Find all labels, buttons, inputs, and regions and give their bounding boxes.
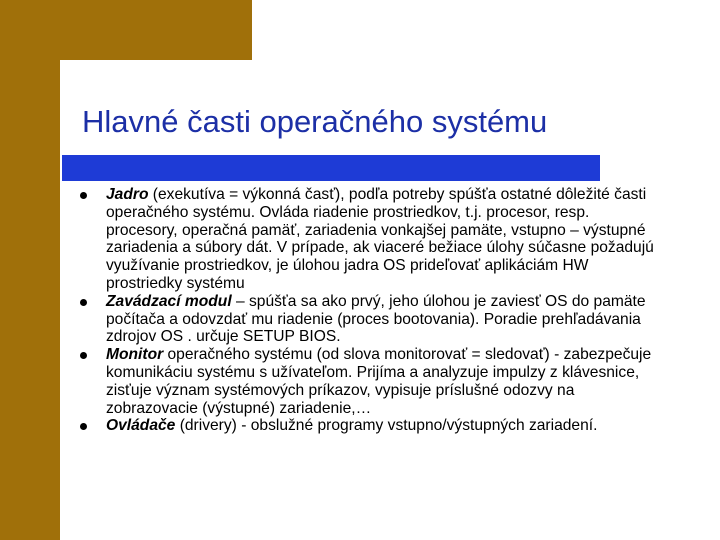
slide-title: Hlavné časti operačného systému <box>82 104 548 139</box>
bullet-dot-icon <box>80 423 87 430</box>
bullet-term: Ovládače <box>106 417 176 435</box>
corner-curve <box>60 60 100 100</box>
bullet-dot-icon <box>80 299 87 306</box>
bullet-item-jadro <box>78 186 658 293</box>
bullet-text: – spúšťa sa ako prvý, jeho úlohou je zaviesť OS do pamäte počítača a odovzdať mu riadenie (proces bootovania). Poradie prehľadávania zdrojov OS . určuje SETUP BIOS. <box>106 292 646 346</box>
bullet-text: (drivery) - obslužné programy vstupno/výstupných zariadení. <box>175 417 598 435</box>
accent-left-band <box>0 0 60 540</box>
bullet-text: operačného systému (od slova monitorovať = sledovať) - zabezpečuje komunikáciu systému s užívateľom. Prijíma a analyzuje impulzy z klávesnice, zisťuje význam systémových príkazov, vypisuje príslušné odozvy na zobrazovacie (výstupné) zariadenie,… <box>106 346 652 417</box>
bullet-dot-icon <box>80 352 87 359</box>
bullet-item-ovladace <box>78 417 658 435</box>
bullet-text: (exekutíva = výkonná časť), podľa potreby spúšťa ostatné dôležité časti operačného systému. Ovláda riadenie prostriedkov, t.j. procesor, resp. procesory, operačná pamäť, zariadenia vonkajšej pamäte, vstupno – výstupné zariadenia a súbory dát. V prípade, ak viaceré bežiace úlohy súčasne požadujú využívanie prostriedkov, je úlohou jadra OS prideľovať aplikáciám HW prostriedky systému <box>106 186 654 292</box>
title-underline-bar <box>62 155 600 181</box>
accent-top-band <box>0 0 252 60</box>
bullet-item-monitor <box>78 346 658 417</box>
bullet-list <box>78 186 658 435</box>
bullet-item-zavadzaci-modul <box>78 293 658 346</box>
bullet-term: Monitor <box>106 346 164 364</box>
bullet-term: Zavádzací modul <box>106 292 232 310</box>
bullet-term: Jadro <box>106 186 149 203</box>
bullet-dot-icon <box>80 192 87 199</box>
